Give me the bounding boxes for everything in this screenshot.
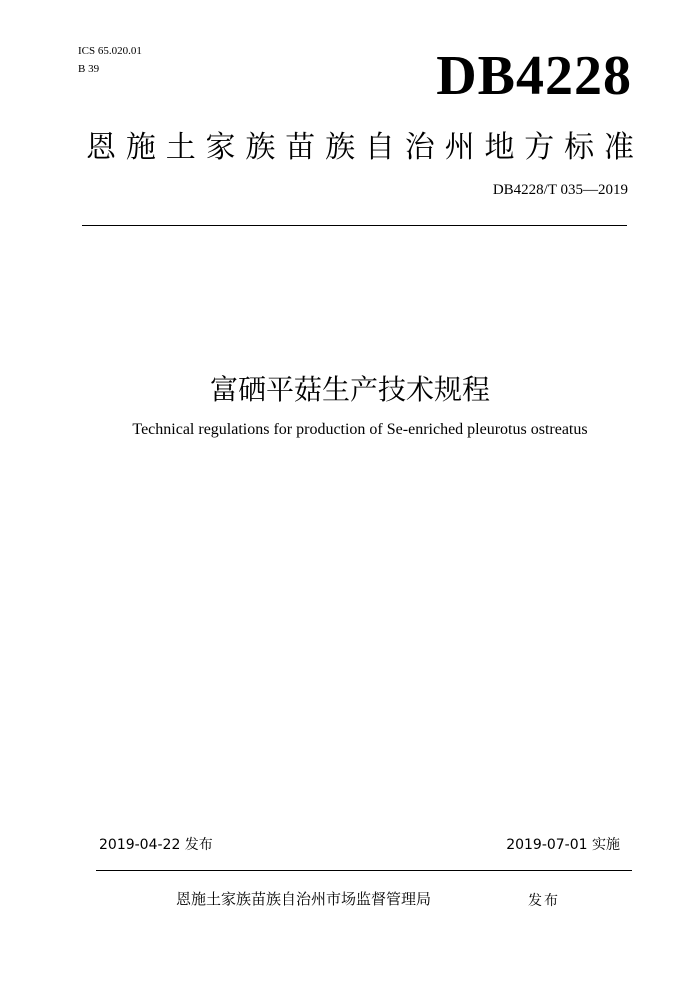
issuing-authority: 恩施土家族苗族自治州市场监督管理局 xyxy=(176,890,432,908)
issuing-label: 发布 xyxy=(528,893,560,909)
standard-number: DB4228/T 035—2019 xyxy=(492,182,628,198)
bottom-divider xyxy=(96,870,632,871)
top-divider xyxy=(82,225,627,226)
ics-code: ICS 65.020.01 xyxy=(78,45,142,57)
implementation-date: 2019-07-01 实施 xyxy=(506,837,620,853)
standard-type-heading: 恩施土家族苗族自治州地方标准 xyxy=(86,130,634,165)
document-title-chinese: 富硒平菇生产技术规程 xyxy=(209,373,490,406)
standard-code-large: DB4228 xyxy=(436,45,632,107)
ccs-code: B 39 xyxy=(78,63,100,75)
document-title-english: Technical regulations for production of Se-enriched pleurotus ostreatus xyxy=(132,421,588,438)
issue-date: 2019-04-22 发布 xyxy=(99,837,213,853)
